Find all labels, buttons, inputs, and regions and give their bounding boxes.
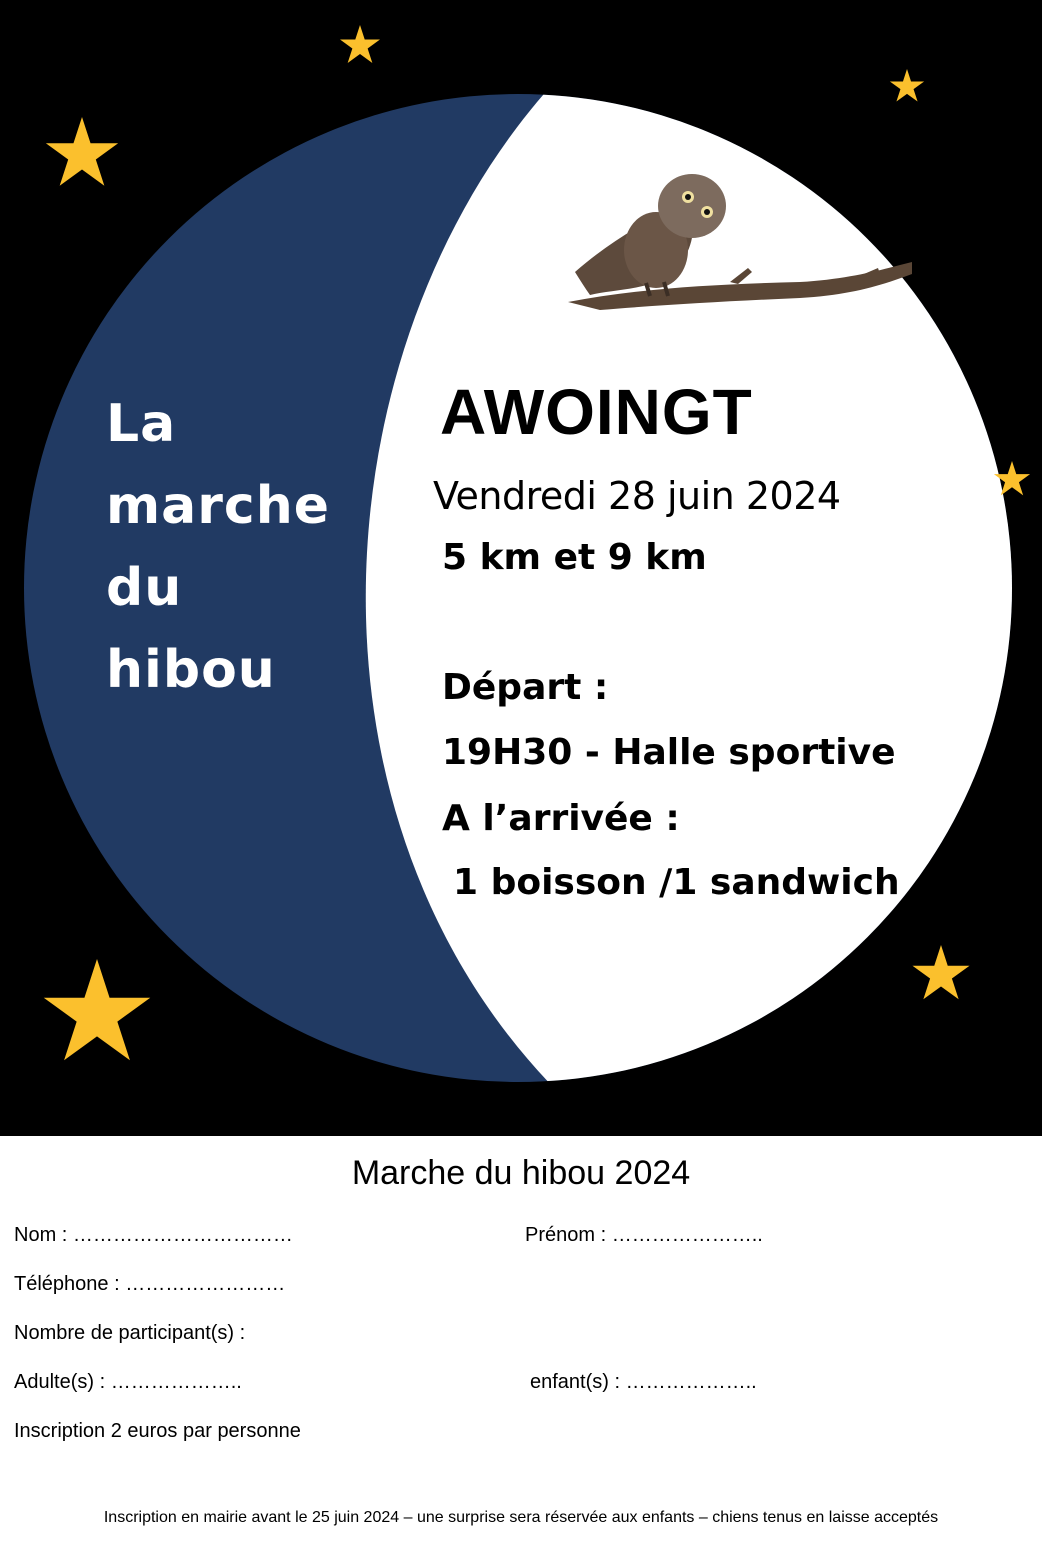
telephone-field: Téléphone : ……………………	[14, 1273, 286, 1295]
star-icon	[340, 25, 380, 63]
star-icon	[44, 959, 151, 1060]
depart-detail: 19H30 - Halle sportive	[442, 732, 896, 773]
star-icon	[890, 69, 924, 102]
form-title: Marche du hibou 2024	[351, 1154, 691, 1192]
distances: 5 km et 9 km	[442, 537, 707, 578]
star-icon	[912, 945, 969, 999]
title-line: hibou	[106, 640, 276, 700]
town-name: AWOINGT	[440, 376, 753, 448]
title-line: marche	[106, 476, 331, 536]
depart-label: Départ :	[442, 667, 609, 708]
star-icon	[46, 117, 118, 186]
adultes-field: Adulte(s) : ………………..	[14, 1371, 242, 1393]
participants-label: Nombre de participant(s) :	[14, 1322, 246, 1344]
enfants-field: enfant(s) : ………………..	[530, 1371, 757, 1393]
nom-field: Nom : ……………………………	[14, 1224, 293, 1246]
inscription-price: Inscription 2 euros par personne	[14, 1420, 301, 1442]
title-line: du	[106, 558, 183, 618]
registration-form	[0, 1136, 1042, 1556]
event-date: Vendredi 28 juin 2024	[433, 474, 841, 518]
footer-note: Inscription en mairie avant le 25 juin 2024 – une surprise sera réservée aux enfants – chiens tenus en laisse acceptés	[103, 1509, 939, 1526]
prenom-field: Prénom : …………………..	[525, 1224, 763, 1246]
arrival-label: A l’arrivée :	[442, 798, 680, 839]
title-line: La	[106, 394, 177, 454]
arrival-detail: 1 boisson /1 sandwich	[453, 862, 900, 903]
